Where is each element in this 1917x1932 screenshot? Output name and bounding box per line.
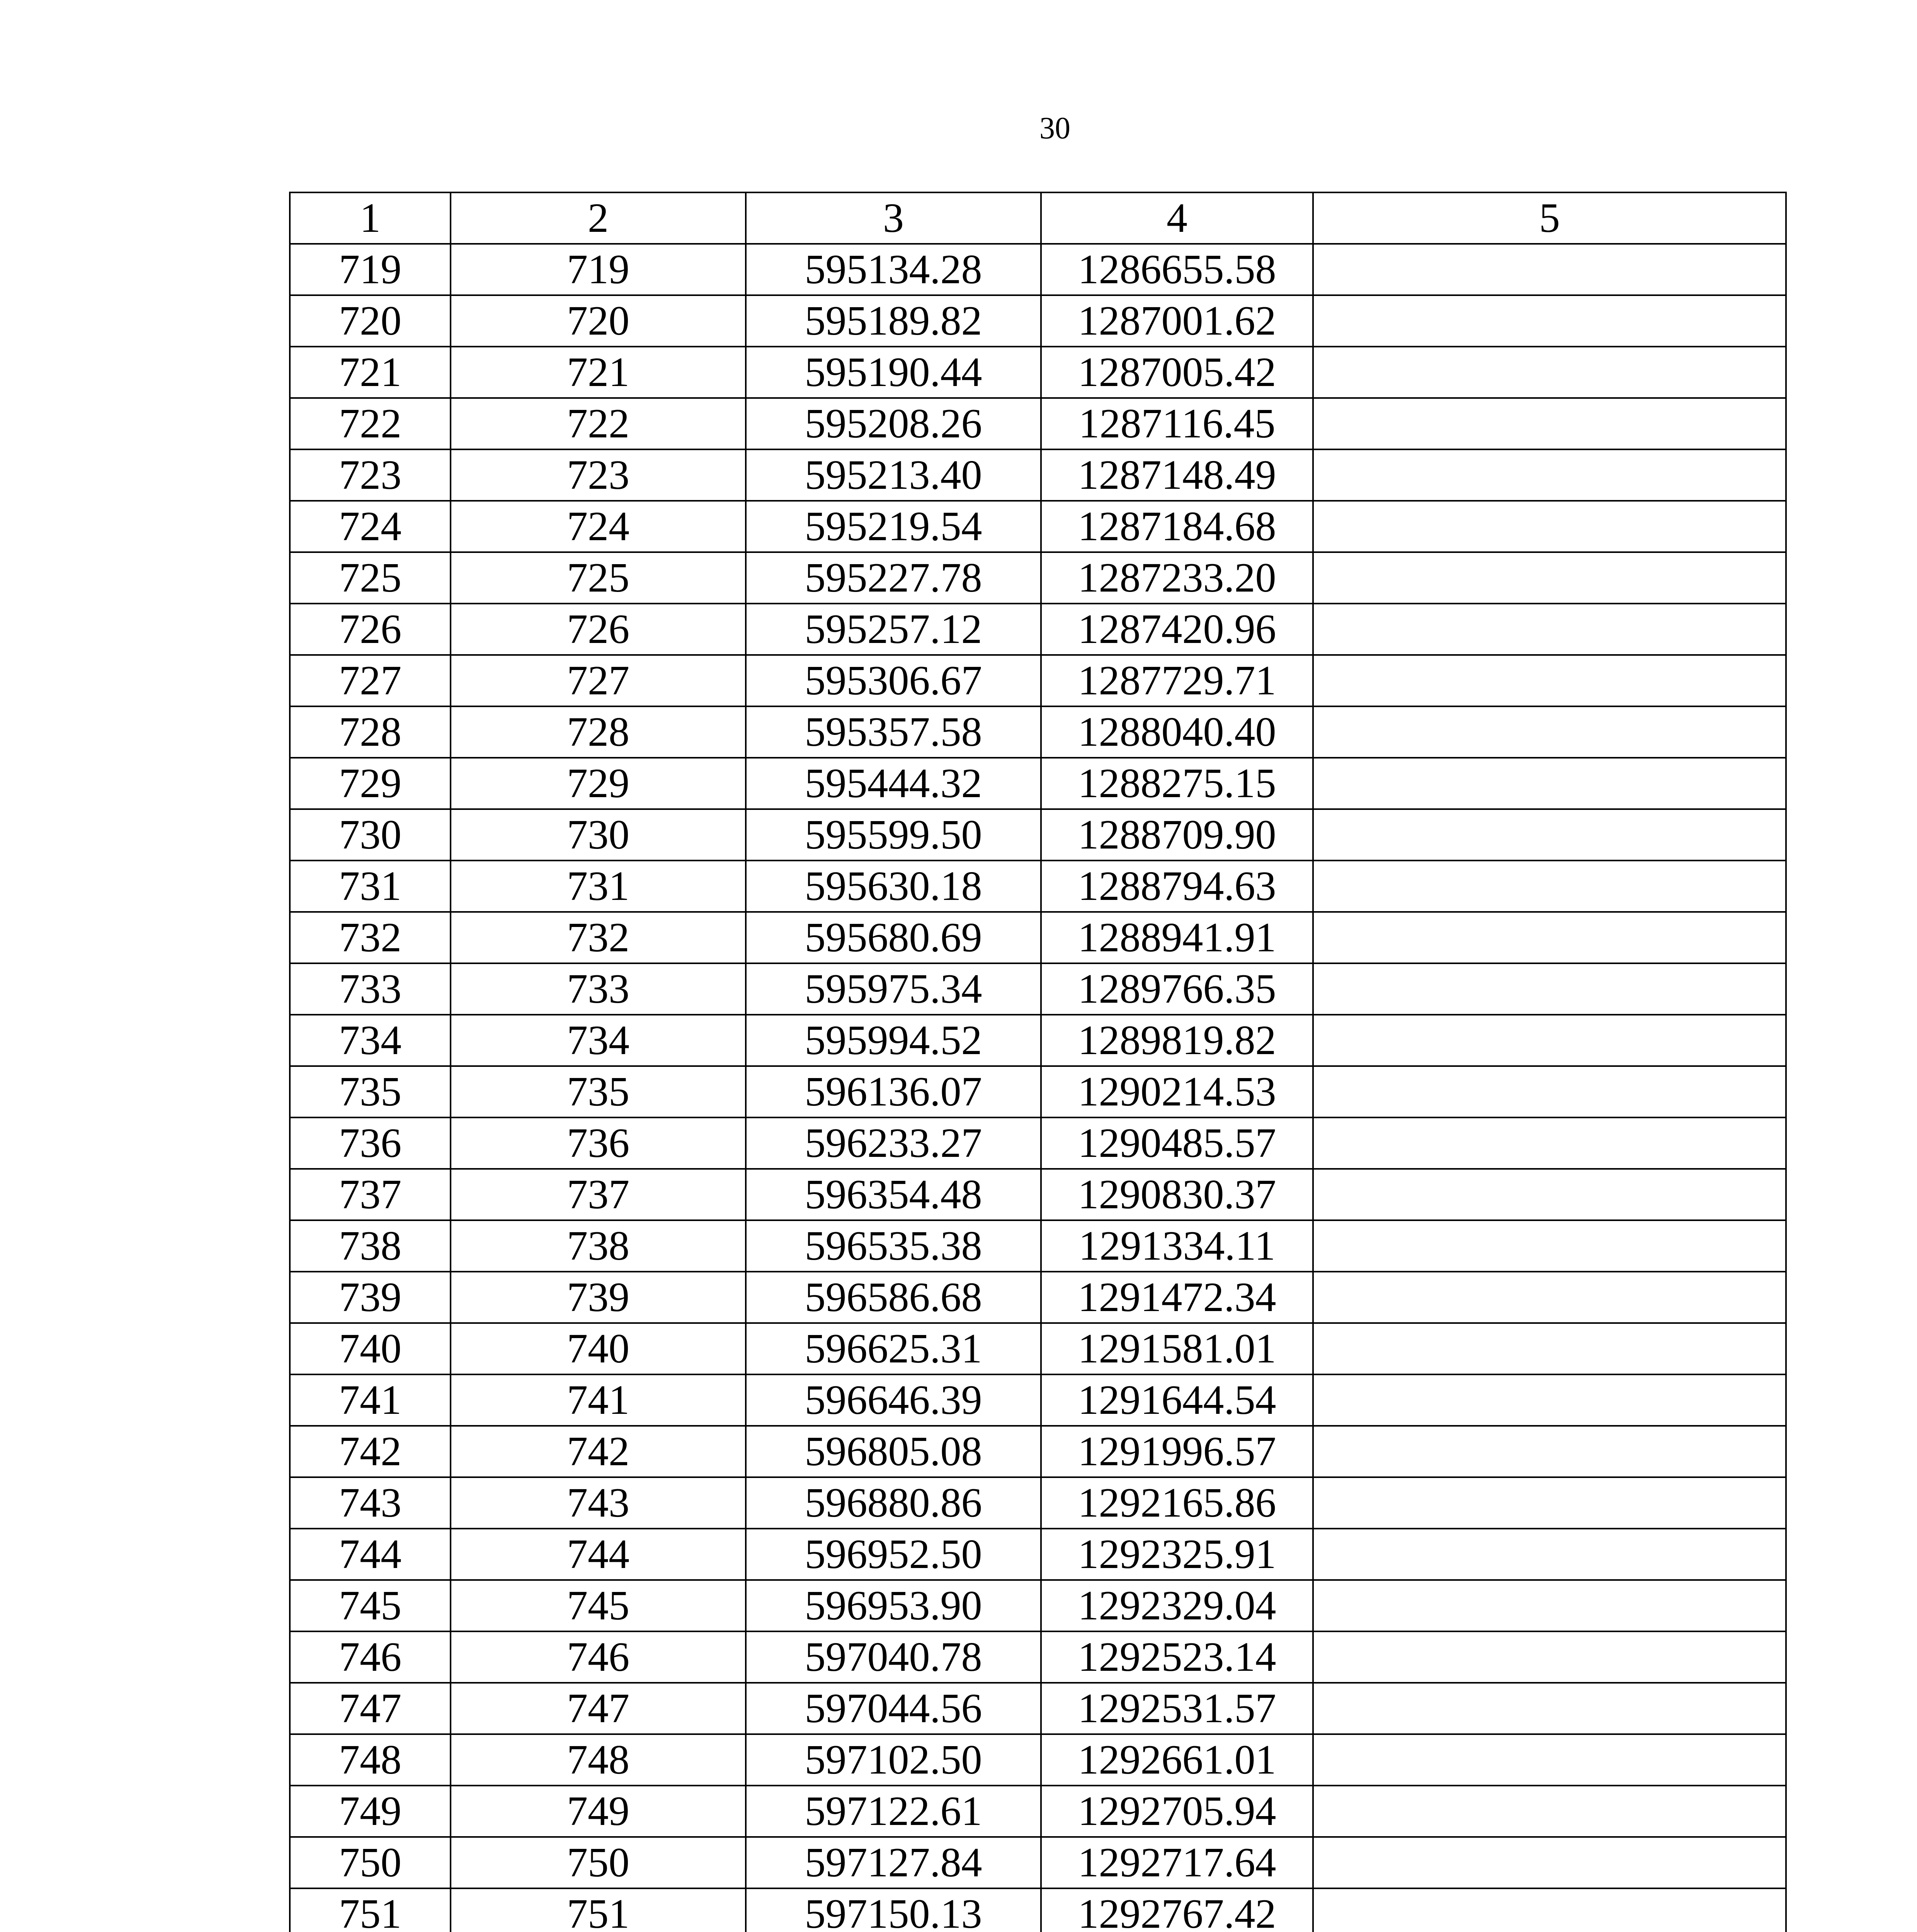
y-coordinate-cell: 1292325.91 — [1041, 1529, 1313, 1580]
table-row — [290, 244, 1786, 295]
table-row — [290, 1683, 1786, 1734]
coordinates-table-body — [290, 192, 1786, 1932]
point-label-cell: 742 — [451, 1426, 746, 1477]
note-cell — [1313, 501, 1786, 552]
table-row — [290, 963, 1786, 1015]
x-coordinate-cell: 597127.84 — [746, 1837, 1041, 1888]
note-cell — [1313, 1683, 1786, 1734]
table-row — [290, 1837, 1786, 1888]
point-label-cell: 720 — [451, 295, 746, 347]
point-label-cell: 743 — [451, 1477, 746, 1529]
y-coordinate-cell: 1287729.71 — [1041, 655, 1313, 706]
point-label-cell: 751 — [451, 1888, 746, 1932]
x-coordinate-cell: 596136.07 — [746, 1066, 1041, 1117]
table-row — [290, 758, 1786, 809]
note-cell — [1313, 1220, 1786, 1272]
table-row — [290, 552, 1786, 604]
point-label-cell: 749 — [451, 1786, 746, 1837]
point-label-cell: 729 — [451, 758, 746, 809]
point-number-cell: 733 — [290, 963, 451, 1015]
point-number-cell: 750 — [290, 1837, 451, 1888]
point-label-cell: 741 — [451, 1374, 746, 1426]
x-coordinate-cell: 595444.32 — [746, 758, 1041, 809]
point-number-cell: 737 — [290, 1169, 451, 1220]
point-label-cell: 732 — [451, 912, 746, 963]
point-label-cell: 728 — [451, 706, 746, 758]
note-cell — [1313, 1837, 1786, 1888]
note-cell — [1313, 1580, 1786, 1631]
coordinates-table — [289, 192, 1787, 1932]
point-number-cell: 745 — [290, 1580, 451, 1631]
y-coordinate-cell: 1288941.91 — [1041, 912, 1313, 963]
x-coordinate-cell: 595257.12 — [746, 604, 1041, 655]
table-row — [290, 1426, 1786, 1477]
x-coordinate-cell: 596880.86 — [746, 1477, 1041, 1529]
point-label-cell: 748 — [451, 1734, 746, 1786]
y-coordinate-cell: 1288794.63 — [1041, 861, 1313, 912]
note-cell — [1313, 1529, 1786, 1580]
point-number-cell: 749 — [290, 1786, 451, 1837]
point-number-cell: 719 — [290, 244, 451, 295]
x-coordinate-cell: 597040.78 — [746, 1631, 1041, 1683]
note-cell — [1313, 1272, 1786, 1323]
point-label-cell: 733 — [451, 963, 746, 1015]
table-row — [290, 604, 1786, 655]
x-coordinate-cell: 595189.82 — [746, 295, 1041, 347]
y-coordinate-cell: 1287233.20 — [1041, 552, 1313, 604]
table-row — [290, 1220, 1786, 1272]
table-row — [290, 1117, 1786, 1169]
x-coordinate-cell: 597044.56 — [746, 1683, 1041, 1734]
point-number-cell: 730 — [290, 809, 451, 861]
y-coordinate-cell: 1287001.62 — [1041, 295, 1313, 347]
note-cell — [1313, 552, 1786, 604]
note-cell — [1313, 655, 1786, 706]
point-label-cell: 735 — [451, 1066, 746, 1117]
table-row — [290, 1888, 1786, 1932]
y-coordinate-cell: 1291581.01 — [1041, 1323, 1313, 1374]
point-number-cell: 746 — [290, 1631, 451, 1683]
y-coordinate-cell: 1290214.53 — [1041, 1066, 1313, 1117]
note-cell — [1313, 1169, 1786, 1220]
table-row — [290, 398, 1786, 449]
x-coordinate-cell: 595208.26 — [746, 398, 1041, 449]
y-coordinate-cell: 1287116.45 — [1041, 398, 1313, 449]
x-coordinate-cell: 595213.40 — [746, 449, 1041, 501]
column-number-2: 2 — [451, 192, 746, 244]
note-cell — [1313, 1426, 1786, 1477]
point-label-cell: 725 — [451, 552, 746, 604]
point-label-cell: 745 — [451, 1580, 746, 1631]
x-coordinate-cell: 595134.28 — [746, 244, 1041, 295]
note-cell — [1313, 449, 1786, 501]
x-coordinate-cell: 597122.61 — [746, 1786, 1041, 1837]
table-row — [290, 861, 1786, 912]
point-number-cell: 721 — [290, 347, 451, 398]
column-number-3: 3 — [746, 192, 1041, 244]
x-coordinate-cell: 597102.50 — [746, 1734, 1041, 1786]
point-number-cell: 734 — [290, 1015, 451, 1066]
y-coordinate-cell: 1290830.37 — [1041, 1169, 1313, 1220]
y-coordinate-cell: 1292661.01 — [1041, 1734, 1313, 1786]
point-label-cell: 738 — [451, 1220, 746, 1272]
y-coordinate-cell: 1292705.94 — [1041, 1786, 1313, 1837]
table-row — [290, 1786, 1786, 1837]
table-row — [290, 1066, 1786, 1117]
y-coordinate-cell: 1291334.11 — [1041, 1220, 1313, 1272]
note-cell — [1313, 244, 1786, 295]
point-number-cell: 747 — [290, 1683, 451, 1734]
point-label-cell: 736 — [451, 1117, 746, 1169]
point-number-cell: 751 — [290, 1888, 451, 1932]
point-number-cell: 742 — [290, 1426, 451, 1477]
x-coordinate-cell: 596625.31 — [746, 1323, 1041, 1374]
point-label-cell: 719 — [451, 244, 746, 295]
note-cell — [1313, 1631, 1786, 1683]
point-number-cell: 740 — [290, 1323, 451, 1374]
point-label-cell: 746 — [451, 1631, 746, 1683]
table-row — [290, 449, 1786, 501]
point-number-cell: 743 — [290, 1477, 451, 1529]
note-cell — [1313, 963, 1786, 1015]
point-label-cell: 723 — [451, 449, 746, 501]
x-coordinate-cell: 595630.18 — [746, 861, 1041, 912]
table-row — [290, 655, 1786, 706]
point-number-cell: 723 — [290, 449, 451, 501]
point-label-cell: 737 — [451, 1169, 746, 1220]
page-number: 30 — [1039, 111, 1070, 145]
x-coordinate-cell: 596805.08 — [746, 1426, 1041, 1477]
x-coordinate-cell: 596586.68 — [746, 1272, 1041, 1323]
point-number-cell: 724 — [290, 501, 451, 552]
point-label-cell: 747 — [451, 1683, 746, 1734]
x-coordinate-cell: 596535.38 — [746, 1220, 1041, 1272]
y-coordinate-cell: 1292767.42 — [1041, 1888, 1313, 1932]
point-number-cell: 727 — [290, 655, 451, 706]
x-coordinate-cell: 595994.52 — [746, 1015, 1041, 1066]
point-number-cell: 722 — [290, 398, 451, 449]
table-row — [290, 1734, 1786, 1786]
y-coordinate-cell: 1291996.57 — [1041, 1426, 1313, 1477]
y-coordinate-cell: 1292717.64 — [1041, 1837, 1313, 1888]
x-coordinate-cell: 595357.58 — [746, 706, 1041, 758]
table-row — [290, 1477, 1786, 1529]
x-coordinate-cell: 595190.44 — [746, 347, 1041, 398]
y-coordinate-cell: 1289766.35 — [1041, 963, 1313, 1015]
note-cell — [1313, 809, 1786, 861]
table-row — [290, 706, 1786, 758]
point-number-cell: 732 — [290, 912, 451, 963]
note-cell — [1313, 398, 1786, 449]
x-coordinate-cell: 596354.48 — [746, 1169, 1041, 1220]
table-row — [290, 1323, 1786, 1374]
note-cell — [1313, 1374, 1786, 1426]
point-number-cell: 720 — [290, 295, 451, 347]
x-coordinate-cell: 596646.39 — [746, 1374, 1041, 1426]
y-coordinate-cell: 1287005.42 — [1041, 347, 1313, 398]
table-row — [290, 1272, 1786, 1323]
note-cell — [1313, 706, 1786, 758]
column-number-1: 1 — [290, 192, 451, 244]
point-label-cell: 730 — [451, 809, 746, 861]
x-coordinate-cell: 596953.90 — [746, 1580, 1041, 1631]
column-number-4: 4 — [1041, 192, 1313, 244]
point-number-cell: 748 — [290, 1734, 451, 1786]
table-row — [290, 347, 1786, 398]
point-label-cell: 724 — [451, 501, 746, 552]
table-row — [290, 501, 1786, 552]
point-number-cell: 741 — [290, 1374, 451, 1426]
point-label-cell: 722 — [451, 398, 746, 449]
note-cell — [1313, 1734, 1786, 1786]
y-coordinate-cell: 1287184.68 — [1041, 501, 1313, 552]
y-coordinate-cell: 1287420.96 — [1041, 604, 1313, 655]
table-row — [290, 1580, 1786, 1631]
y-coordinate-cell: 1291472.34 — [1041, 1272, 1313, 1323]
y-coordinate-cell: 1292531.57 — [1041, 1683, 1313, 1734]
note-cell — [1313, 1117, 1786, 1169]
point-label-cell: 744 — [451, 1529, 746, 1580]
x-coordinate-cell: 595306.67 — [746, 655, 1041, 706]
note-cell — [1313, 758, 1786, 809]
note-cell — [1313, 295, 1786, 347]
y-coordinate-cell: 1291644.54 — [1041, 1374, 1313, 1426]
note-cell — [1313, 1323, 1786, 1374]
y-coordinate-cell: 1287148.49 — [1041, 449, 1313, 501]
y-coordinate-cell: 1288275.15 — [1041, 758, 1313, 809]
point-number-cell: 725 — [290, 552, 451, 604]
point-number-cell: 744 — [290, 1529, 451, 1580]
note-cell — [1313, 1015, 1786, 1066]
point-label-cell: 731 — [451, 861, 746, 912]
table-row — [290, 1529, 1786, 1580]
point-number-cell: 736 — [290, 1117, 451, 1169]
point-label-cell: 750 — [451, 1837, 746, 1888]
x-coordinate-cell: 595219.54 — [746, 501, 1041, 552]
table-row — [290, 1015, 1786, 1066]
point-number-cell: 735 — [290, 1066, 451, 1117]
table-row — [290, 1374, 1786, 1426]
point-label-cell: 726 — [451, 604, 746, 655]
x-coordinate-cell: 595975.34 — [746, 963, 1041, 1015]
point-label-cell: 740 — [451, 1323, 746, 1374]
note-cell — [1313, 1477, 1786, 1529]
x-coordinate-cell: 596952.50 — [746, 1529, 1041, 1580]
x-coordinate-cell: 595599.50 — [746, 809, 1041, 861]
table-row — [290, 912, 1786, 963]
y-coordinate-cell: 1288040.40 — [1041, 706, 1313, 758]
note-cell — [1313, 861, 1786, 912]
y-coordinate-cell: 1290485.57 — [1041, 1117, 1313, 1169]
y-coordinate-cell: 1292165.86 — [1041, 1477, 1313, 1529]
table-row — [290, 1631, 1786, 1683]
point-number-cell: 738 — [290, 1220, 451, 1272]
note-cell — [1313, 347, 1786, 398]
x-coordinate-cell: 595680.69 — [746, 912, 1041, 963]
x-coordinate-cell: 595227.78 — [746, 552, 1041, 604]
y-coordinate-cell: 1292523.14 — [1041, 1631, 1313, 1683]
point-number-cell: 739 — [290, 1272, 451, 1323]
table-row — [290, 295, 1786, 347]
note-cell — [1313, 912, 1786, 963]
point-label-cell: 734 — [451, 1015, 746, 1066]
point-number-cell: 728 — [290, 706, 451, 758]
x-coordinate-cell: 596233.27 — [746, 1117, 1041, 1169]
point-number-cell: 729 — [290, 758, 451, 809]
point-label-cell: 739 — [451, 1272, 746, 1323]
y-coordinate-cell: 1288709.90 — [1041, 809, 1313, 861]
point-label-cell: 727 — [451, 655, 746, 706]
point-label-cell: 721 — [451, 347, 746, 398]
column-number-5: 5 — [1313, 192, 1786, 244]
note-cell — [1313, 1888, 1786, 1932]
point-number-cell: 731 — [290, 861, 451, 912]
note-cell — [1313, 1786, 1786, 1837]
table-row — [290, 1169, 1786, 1220]
note-cell — [1313, 604, 1786, 655]
note-cell — [1313, 1066, 1786, 1117]
table-row — [290, 809, 1786, 861]
y-coordinate-cell: 1286655.58 — [1041, 244, 1313, 295]
y-coordinate-cell: 1292329.04 — [1041, 1580, 1313, 1631]
table-header-row — [290, 192, 1786, 244]
x-coordinate-cell: 597150.13 — [746, 1888, 1041, 1932]
point-number-cell: 726 — [290, 604, 451, 655]
y-coordinate-cell: 1289819.82 — [1041, 1015, 1313, 1066]
